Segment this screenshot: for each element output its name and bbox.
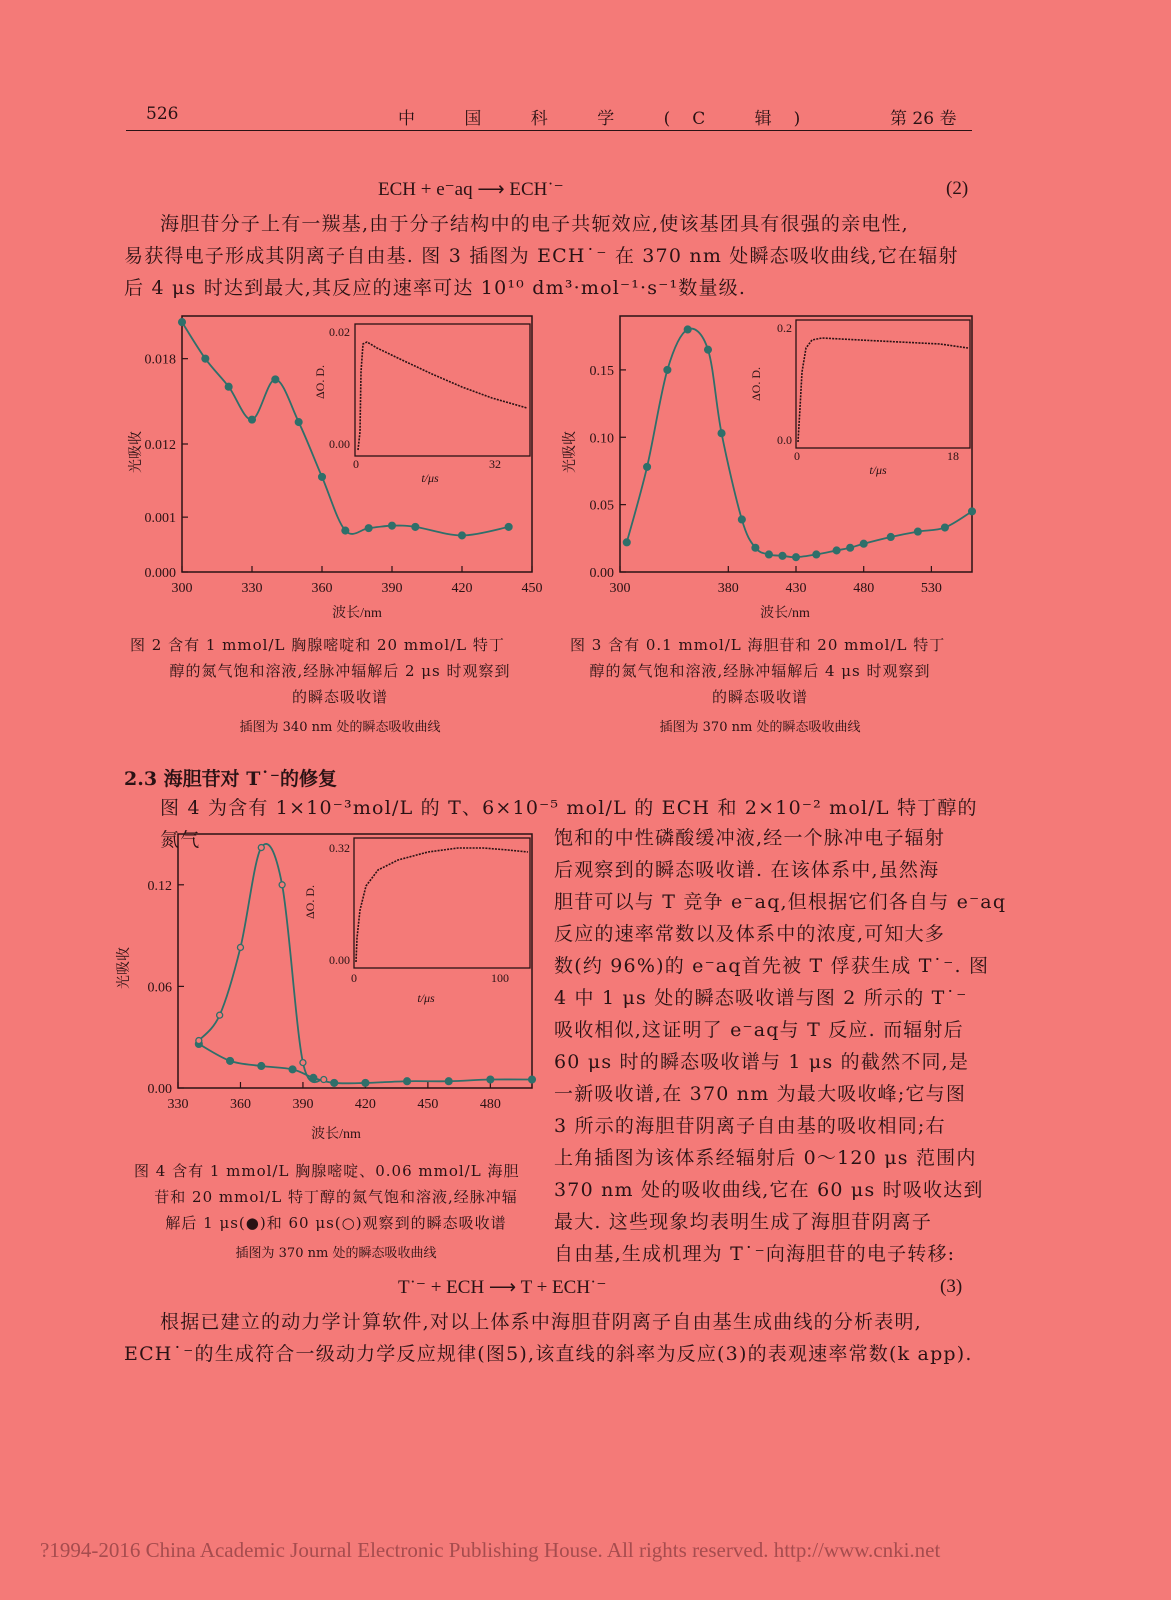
right-column-line: 数(约 96%)的 e⁻aq首先被 T 俘获生成 T˙⁻. 图	[554, 955, 990, 977]
fig3-data-point	[752, 544, 759, 551]
fig2-caption-3: 的瞬态吸收谱	[291, 688, 388, 706]
fig4-data-point	[321, 1077, 327, 1083]
right-column-line: 自由基,生成机理为 T˙⁻向海胆苷的电子转移:	[554, 1243, 956, 1265]
fig4-xtick-label: 330	[167, 1097, 189, 1112]
fig4-data-point	[237, 944, 243, 950]
fig2-inset-ytick-1: 0.02	[329, 325, 350, 339]
fig2-data-point	[179, 319, 186, 326]
fig4-xtick-label: 480	[479, 1097, 501, 1112]
fig3-inset-xtick-1: 18	[947, 449, 959, 463]
fig4-inset-ytick-0: 0.00	[329, 953, 350, 967]
right-column-line: 后观察到的瞬态吸收谱. 在该体系中,虽然海	[554, 859, 940, 881]
fig3-ytick-label: 0.05	[589, 498, 614, 514]
right-column-line: 胆苷可以与 T 竞争 e⁻aq,但根据它们各自与 e⁻aq	[554, 891, 1007, 913]
fig3-caption-4: 插图为 370 nm 处的瞬态吸收曲线	[659, 720, 861, 735]
fig4-ytick-label: 0.12	[147, 878, 172, 894]
fig2-data-point	[412, 523, 419, 530]
fig3-xlabel: 波长/nm	[760, 606, 810, 621]
fig4-data-point	[404, 1078, 411, 1085]
fig4-caption-1: 图 4 含有 1 mmol/L 胸腺嘧啶、0.06 mmol/L 海胆	[134, 1162, 520, 1180]
fig4-caption-3: 解后 1 μs(●)和 60 μs(○)观察到的瞬态吸收谱	[165, 1214, 507, 1232]
fig3-data-point	[766, 551, 773, 558]
fig3-inset-frame	[796, 320, 970, 448]
fig3-data-point	[887, 534, 894, 541]
fig2-data-point	[505, 523, 512, 530]
fig4-data-point	[331, 1080, 338, 1087]
fig3-inset-ytick-1: 0.2	[777, 321, 792, 335]
paragraph-1-line-3: 后 4 μs 时达到最大,其反应的速率可达 10¹⁰ dm³·mol⁻¹·s⁻¹数量级.	[124, 277, 747, 299]
fig4-data-point	[445, 1078, 452, 1085]
page-number: 526	[146, 104, 179, 124]
right-column-line: 上角插图为该体系经辐射后 0～120 μs 范围内	[554, 1147, 977, 1169]
fig4-ytick-label: 0.00	[147, 1082, 172, 1097]
paragraph-3-line-2: ECH˙⁻的生成符合一级动力学反应规律(图5),该直线的斜率为反应(3)的表观速率常数(k app).	[124, 1343, 973, 1365]
figure-4-chart	[108, 828, 548, 1150]
fig2-inset-ytick-0: 0.00	[329, 437, 350, 451]
fig3-data-point	[914, 528, 921, 535]
paragraph-1-line-1: 海胆苷分子上有一羰基,由于分子结构中的电子共轭效应,使该基团具有很强的亲电性,	[160, 213, 909, 235]
paragraph-1-line-2: 易获得电子形成其阴离子自由基. 图 3 插图为 ECH˙⁻ 在 370 nm 处瞬态吸收曲线,它在辐射	[124, 245, 959, 267]
fig4-caption-2: 苷和 20 mmol/L 特丁醇的氮气饱和溶液,经脉冲辐	[154, 1188, 518, 1206]
fig2-data-point	[459, 532, 466, 539]
fig3-data-point	[664, 366, 671, 373]
fig3-xtick-label: 300	[609, 581, 631, 596]
fig2-data-point	[365, 525, 372, 532]
fig3-data-point	[684, 326, 691, 333]
fig2-data-point	[342, 527, 349, 534]
journal-title: 中 国 科 学 (C 辑)	[398, 109, 823, 129]
fig2-ytick-label: 0.018	[144, 352, 176, 368]
fig3-caption-3: 的瞬态吸收谱	[711, 688, 808, 706]
fig3-data-point	[813, 551, 820, 558]
paragraph-2-line-1: 图 4 为含有 1×10⁻³mol/L 的 T、6×10⁻⁵ mol/L 的 ECH 和 2×10⁻² mol/L 特丁醇的氮气	[160, 797, 978, 851]
fig3-inset-ylabel: ΔO. D.	[749, 366, 763, 402]
fig4-xlabel: 波长/nm	[311, 1127, 361, 1142]
fig4-series-1us-line	[199, 1044, 532, 1083]
fig4-xtick-label: 450	[417, 1097, 439, 1112]
fig3-data-point	[623, 539, 630, 546]
right-column-text	[554, 822, 1007, 1270]
figure-3-chart	[560, 312, 980, 622]
right-column-line: 370 nm 处的吸收曲线,它在 60 μs 时吸收达到	[554, 1179, 984, 1201]
paragraph-3-line-1: 根据已建立的动力学计算软件,对以上体系中海胆苷阴离子自由基生成曲线的分析表明,	[160, 1311, 922, 1333]
fig3-data-point	[833, 547, 840, 554]
equation-3-number: (3)	[940, 1276, 963, 1297]
fig3-data-point	[779, 552, 786, 559]
fig2-data-point	[319, 474, 326, 481]
fig3-inset-xtick-0: 0	[794, 449, 800, 463]
fig2-data-point	[202, 355, 209, 362]
right-column-line: 4 中 1 μs 处的瞬态吸收谱与图 2 所示的 T˙⁻	[554, 987, 968, 1009]
fig4-data-point	[300, 1060, 306, 1066]
fig4-inset-xtick-0: 0	[351, 971, 357, 985]
equation-3: T˙⁻ + ECH ⟶ T + ECH˙⁻	[398, 1277, 607, 1298]
fig2-xtick-label: 330	[241, 581, 263, 596]
right-column-line: 饱和的中性磷酸缓冲液,经一个脉冲电子辐射	[554, 827, 946, 849]
fig3-data-point	[644, 464, 651, 471]
copyright-footer: ?1994-2016 China Academic Journal Electronic Publishing House. All rights reserved. http://www.cnki.net	[40, 1538, 941, 1562]
fig4-xtick-label: 360	[229, 1097, 251, 1112]
fig4-caption-4: 插图为 370 nm 处的瞬态吸收曲线	[235, 1246, 437, 1261]
fig4-data-point	[227, 1058, 234, 1065]
fig4-data-point	[279, 882, 285, 888]
fig2-data-point	[249, 416, 256, 423]
right-column-line: 3 所示的海胆苷阴离子自由基的吸收相同;右	[554, 1115, 946, 1137]
fig4-xtick-label: 420	[354, 1097, 376, 1112]
fig2-data-point	[295, 419, 302, 426]
fig3-caption-2: 醇的氮气饱和溶液,经脉冲辐解后 4 μs 时观察到	[589, 662, 931, 680]
fig2-inset-xtick-1: 32	[489, 457, 501, 471]
right-column-line: 吸收相似,这证明了 e⁻aq与 T 反应. 而辐射后	[554, 1019, 964, 1041]
fig2-xtick-label: 360	[311, 581, 333, 596]
fig2-data-point	[272, 376, 279, 383]
fig2-caption-2: 醇的氮气饱和溶液,经脉冲辐解后 2 μs 时观察到	[169, 662, 511, 680]
fig4-data-point	[362, 1080, 369, 1087]
fig2-data-point	[225, 383, 232, 390]
fig2-ylabel: 光吸收	[129, 431, 144, 473]
fig3-data-point	[705, 346, 712, 353]
fig2-inset-ylabel: ΔO. D.	[313, 364, 327, 400]
section-heading: 2.3 海胆苷对 T˙⁻的修复	[124, 768, 337, 790]
figure-2-chart	[112, 312, 552, 622]
fig3-ylabel: 光吸收	[563, 431, 578, 473]
fig3-inset-xlabel: t/μs	[869, 463, 887, 477]
fig4-inset-ylabel: ΔO. D.	[303, 884, 317, 920]
header-rule	[126, 130, 972, 131]
right-column-line: 一新吸收谱,在 370 nm 为最大吸收峰;它与图	[554, 1083, 967, 1105]
fig2-ytick-label: 0.000	[144, 566, 176, 581]
fig3-ytick-label: 0.10	[589, 431, 614, 447]
fig4-inset-xtick-1: 100	[491, 971, 509, 985]
fig4-data-point	[217, 1012, 223, 1018]
fig4-xtick-label: 390	[292, 1097, 314, 1112]
fig4-data-point	[289, 1066, 296, 1073]
fig4-ytick-label: 0.06	[147, 980, 172, 996]
fig2-ytick-label: 0.012	[144, 438, 176, 453]
fig4-inset-xlabel: t/μs	[417, 991, 435, 1005]
fig4-data-point	[258, 1063, 265, 1070]
fig4-data-point	[529, 1076, 536, 1083]
fig2-xtick-label: 300	[171, 581, 193, 596]
fig4-data-point	[487, 1076, 494, 1083]
fig3-data-point	[847, 544, 854, 551]
fig3-xtick-label: 380	[717, 581, 739, 596]
fig2-xtick-label: 450	[521, 581, 543, 596]
right-column-line: 反应的速率常数以及体系中的浓度,可知大多	[554, 923, 946, 945]
fig3-data-point	[969, 508, 976, 515]
fig3-xtick-label: 430	[785, 581, 807, 596]
fig3-caption-1: 图 3 含有 0.1 mmol/L 海胆苷和 20 mmol/L 特丁	[570, 636, 946, 654]
fig4-ylabel: 光吸收	[117, 947, 132, 989]
equation-2-number: (2)	[946, 178, 969, 199]
fig2-caption-4: 插图为 340 nm 处的瞬态吸收曲线	[239, 720, 441, 735]
fig4-data-point	[258, 845, 264, 851]
fig3-data-point	[738, 516, 745, 523]
right-column-line: 最大. 这些现象均表明生成了海胆苷阴离子	[554, 1211, 933, 1233]
fig4-series-60us-line	[199, 844, 324, 1082]
right-column-line: 60 μs 时的瞬态吸收谱与 1 μs 的截然不同,是	[554, 1051, 970, 1073]
fig2-caption-1: 图 2 含有 1 mmol/L 胸腺嘧啶和 20 mmol/L 特丁	[130, 636, 505, 654]
fig3-data-point	[942, 524, 949, 531]
fig2-inset-xtick-0: 0	[353, 457, 359, 471]
fig2-inset-frame	[355, 324, 530, 456]
fig4-inset-frame	[354, 838, 530, 968]
volume-label: 第 26 卷	[890, 109, 957, 129]
fig3-xtick-label: 480	[853, 581, 875, 596]
fig2-xtick-label: 420	[451, 581, 473, 596]
fig2-data-point	[389, 522, 396, 529]
fig2-xlabel: 波长/nm	[332, 606, 382, 621]
fig3-data-point	[718, 430, 725, 437]
fig3-ytick-label: 0.00	[589, 566, 614, 581]
equation-2: ECH + e⁻aq ⟶ ECH˙⁻	[378, 179, 564, 200]
fig4-inset-ytick-1: 0.32	[329, 841, 350, 855]
fig3-xtick-label: 530	[920, 581, 942, 596]
fig3-data-point	[793, 554, 800, 561]
fig2-xtick-label: 390	[381, 581, 403, 596]
fig2-inset-xlabel: t/μs	[421, 471, 439, 485]
fig2-ytick-label: 0.001	[144, 511, 176, 527]
fig4-data-point	[310, 1074, 317, 1081]
fig4-data-point	[196, 1038, 202, 1044]
fig3-ytick-label: 0.15	[589, 363, 614, 379]
fig3-inset-ytick-0: 0.0	[777, 433, 792, 447]
fig3-data-point	[860, 540, 867, 547]
